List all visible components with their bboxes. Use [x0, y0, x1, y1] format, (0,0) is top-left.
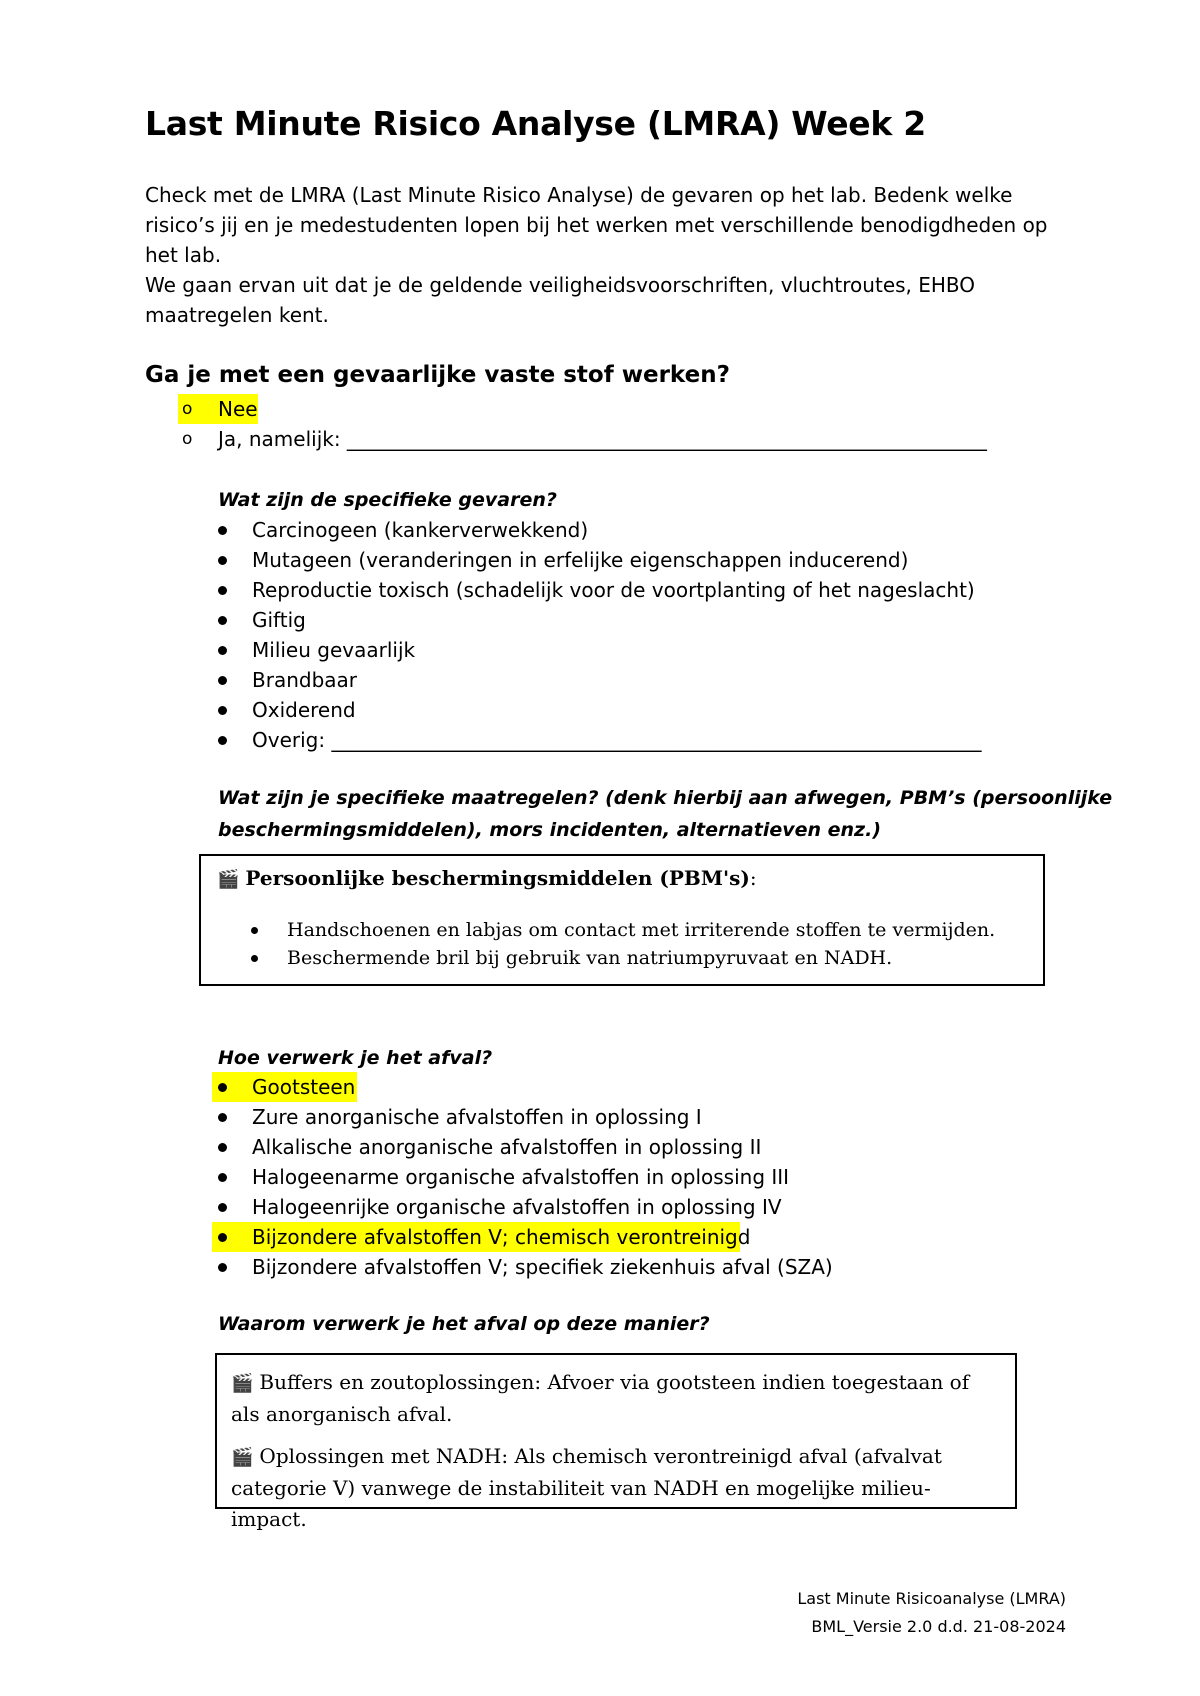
measures-answer-box: [199, 854, 1045, 986]
page-footer: [797, 1585, 1066, 1641]
list-item[interactable]: Giftig: [216, 605, 981, 635]
bullet-icon: [218, 646, 227, 655]
bullet-icon: [218, 1203, 227, 1212]
bullet-icon: [218, 526, 227, 535]
question-why: Waarom verwerk je het afval op deze manier?: [218, 1313, 710, 1335]
list-item[interactable]: Brandbaar: [216, 665, 981, 695]
footer-line-1: Last Minute Risicoanalyse (LMRA): [797, 1589, 1066, 1608]
bullet-icon: [218, 1263, 227, 1272]
question-measures-line-2: beschermingsmiddelen), mors incidenten, alternatieven enz.): [218, 819, 882, 841]
bullet-icon: [218, 1233, 227, 1242]
intro-paragraph-2: We gaan ervan uit dat je de geldende veiligheidsvoorschriften, vluchtroutes, EHBO maatregelen kent.: [145, 273, 976, 327]
bullet-icon: [251, 955, 258, 962]
bullet-icon: [218, 556, 227, 565]
option-label: Nee: [218, 397, 258, 421]
solid-substance-options: [182, 394, 987, 454]
ppe-list: [251, 916, 995, 972]
list-item[interactable]: Alkalische anorganische afvalstoffen in oplossing II: [216, 1132, 833, 1162]
list-item[interactable]: Milieu gevaarlijk: [216, 635, 981, 665]
why-answer-box: [215, 1353, 1017, 1531]
box-paragraph: 🎬 Buffers en zoutoplossingen: Afvoer via gootsteen indien toegestaan of als anorganisch afval.: [231, 1370, 970, 1426]
circle-bullet-icon: o: [182, 399, 193, 419]
list-item: Beschermende bril bij gebruik van natriumpyruvaat en NADH.: [251, 944, 995, 972]
question-waste: Hoe verwerk je het afval?: [218, 1047, 493, 1069]
list-item[interactable]: Zure anorganische afvalstoffen in oplossing I: [216, 1102, 833, 1132]
bullet-icon: [251, 927, 258, 934]
bullet-icon: [218, 676, 227, 685]
document-title: Last Minute Risico Analyse (LMRA) Week 2: [145, 104, 926, 143]
clapperboard-icon: 🎬: [231, 1447, 254, 1468]
bullet-icon: [218, 1083, 227, 1092]
option-ja[interactable]: [182, 424, 987, 454]
question-measures-line-1: Wat zijn je specifieke maatregelen? (denk hierbij aan afwegen, PBM’s (persoonlijke: [218, 787, 1113, 809]
option-label: Ja, namelijk: ________________________________________________________________: [218, 427, 987, 451]
box-heading: 🎬 Persoonlijke beschermingsmiddelen (PBM's):: [217, 866, 757, 890]
list-item[interactable]: Reproductie toxisch (schadelijk voor de voortplanting of het nageslacht): [216, 575, 981, 605]
waste-list: [216, 1072, 833, 1282]
intro-paragraph-1: Check met de LMRA (Last Minute Risico Analyse) de gevaren op het lab. Bedenk welke risico’s jij en je medestudenten lopen bij het werken met verschillende benodigdheden op het lab.: [145, 183, 1048, 267]
list-item[interactable]: Gootsteen: [216, 1072, 833, 1102]
bullet-icon: [218, 1173, 227, 1182]
list-item[interactable]: Oxiderend: [216, 695, 981, 725]
bullet-icon: [218, 1143, 227, 1152]
section-heading-solid-substance: Ga je met een gevaarlijke vaste stof werken?: [145, 362, 730, 388]
question-hazards: Wat zijn de specifieke gevaren?: [218, 489, 557, 511]
list-item[interactable]: Bijzondere afvalstoffen V; chemisch verontreinigd: [216, 1222, 833, 1252]
bullet-icon: [218, 736, 227, 745]
footer-line-2: BML_Versie 2.0 d.d. 21-08-2024: [811, 1617, 1066, 1636]
list-item: Handschoenen en labjas om contact met irriterende stoffen te vermijden.: [251, 916, 995, 944]
bullet-icon: [218, 706, 227, 715]
clapperboard-icon: 🎬: [231, 1373, 254, 1394]
box-paragraph: 🎬 Oplossingen met NADH: Als chemisch verontreinigd afval (afvalvat categorie V) vanwege de instabiliteit van NADH en mogelijke milieu-impact.: [231, 1444, 942, 1531]
circle-bullet-icon: o: [182, 429, 193, 449]
list-item[interactable]: Mutageen (veranderingen in erfelijke eigenschappen inducerend): [216, 545, 981, 575]
hazards-list: [216, 515, 981, 755]
bullet-icon: [218, 1113, 227, 1122]
list-item[interactable]: Bijzondere afvalstoffen V; specifiek ziekenhuis afval (SZA): [216, 1252, 833, 1282]
list-item[interactable]: Carcinogeen (kankerverwekkend): [216, 515, 981, 545]
clapperboard-icon: 🎬: [217, 869, 240, 890]
bullet-icon: [218, 586, 227, 595]
list-item[interactable]: Overig: _________________________________________________________________: [216, 725, 981, 755]
option-nee[interactable]: [182, 394, 987, 424]
list-item[interactable]: Halogeenarme organische afvalstoffen in oplossing III: [216, 1162, 833, 1192]
list-item[interactable]: Halogeenrijke organische afvalstoffen in oplossing IV: [216, 1192, 833, 1222]
bullet-icon: [218, 616, 227, 625]
